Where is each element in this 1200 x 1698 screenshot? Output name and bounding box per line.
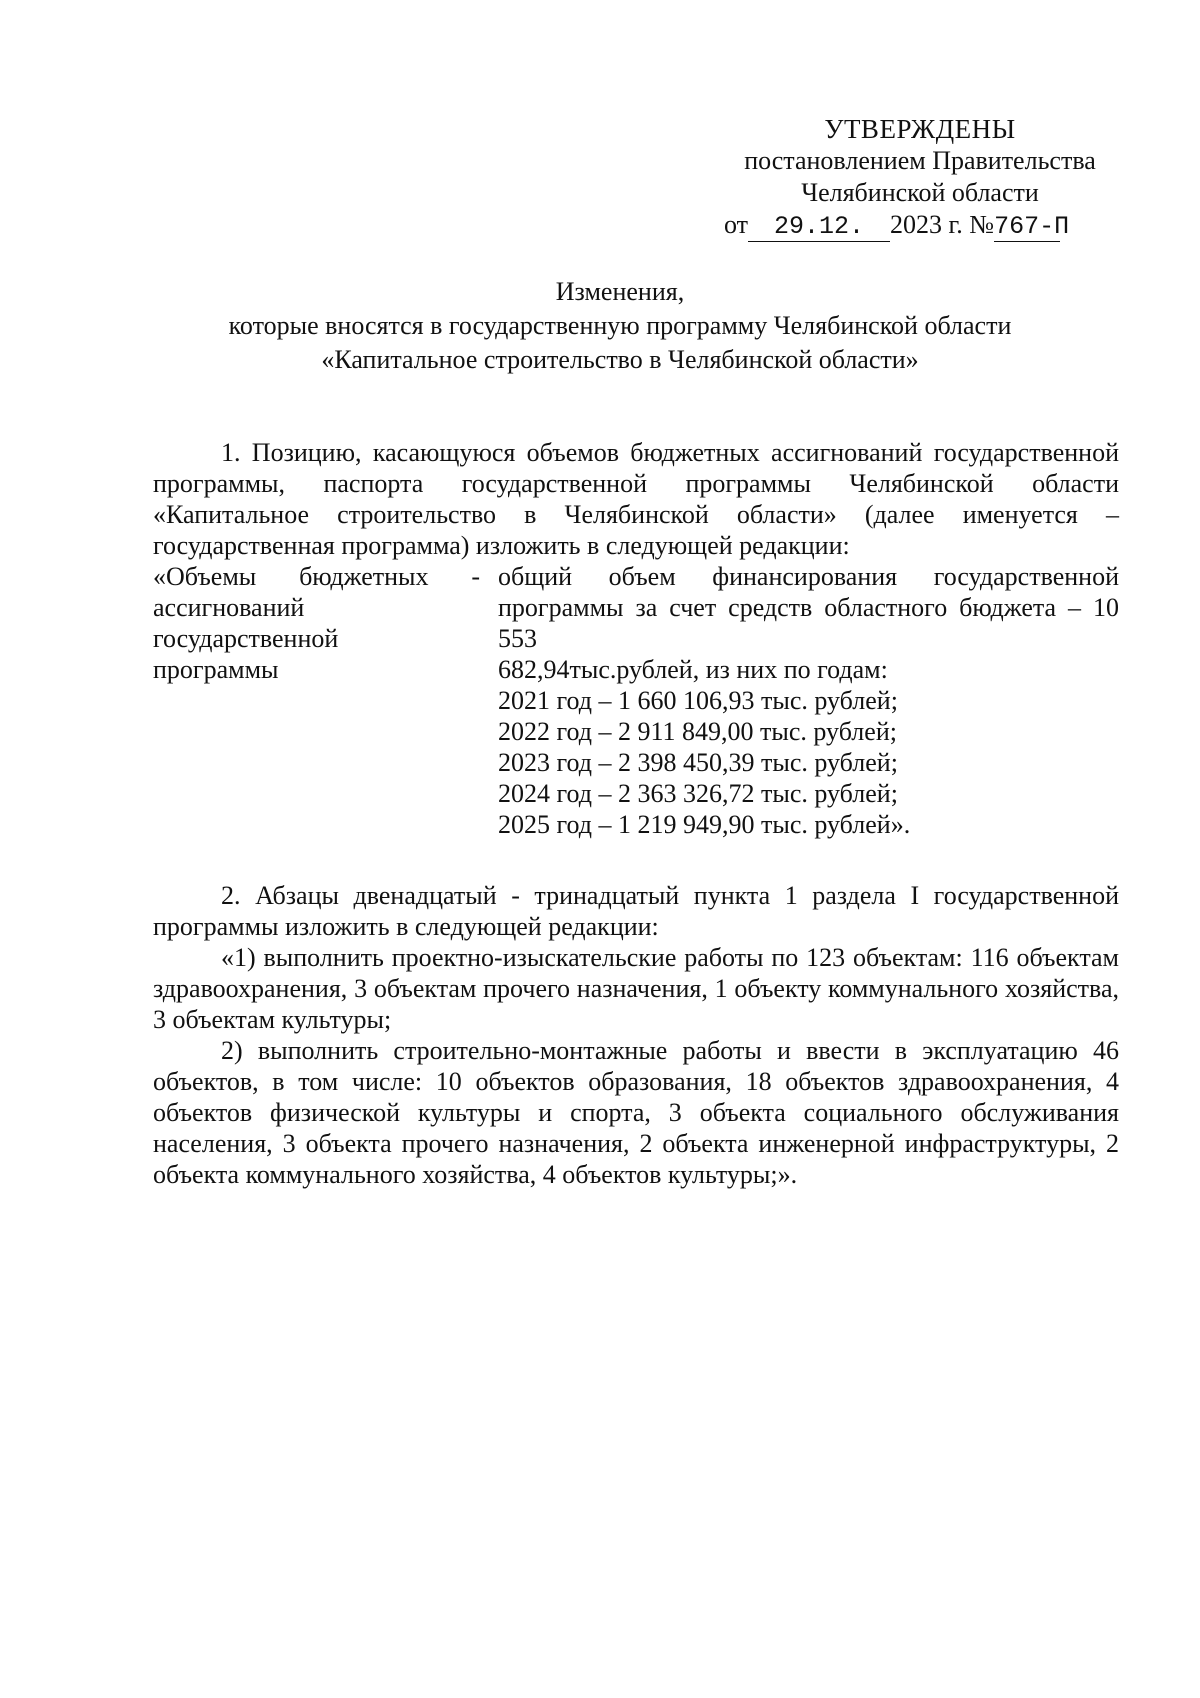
heading-line-1: Изменения, [555,277,685,306]
budget-year-2024: 2024 год – 2 363 326,72 тыс. рублей; [498,779,898,808]
budget-year-2021: 2021 год – 1 660 106,93 тыс. рублей; [498,686,898,715]
budget-label-line-3: государственной [153,624,339,653]
budget-label-word-1: «Объемы [153,562,257,591]
section-2-item-1: «1) выполнить проектно-изыскательские работы по 123 объектам: 116 объектам здравоохранения, 3 объектам прочего назначения, 1 объекту коммунального хозяйства, 3 объектам культуры; [153,943,1119,1034]
year-text: 2023 г. № [890,210,995,239]
budget-label-line-2: ассигнований [153,593,305,622]
section-2-item-2: 2) выполнить строительно-монтажные работы и ввести в эксплуатацию 46 объектов, в том числе: 10 объектов образования, 18 объектов здравоохранения, 4 объектов физической культуры и спорта, 3 объекта социального обслуживания населения, 3 объекта прочего назначения, 2 объекта инженерной инфраструктуры, 2 объекта коммунального хозяйства, 4 объектов культуры;». [153,1036,1119,1189]
document-heading [120,275,1120,377]
decree-number: 767-П [994,212,1070,241]
budget-value [498,561,1119,840]
budget-label-word-2: бюджетных [299,562,429,591]
budget-table [153,561,1119,840]
date-value: 29.12. [748,213,890,242]
approval-line-1: постановлением Правительства [744,146,1096,175]
heading-line-3: «Капитальное строительство в Челябинской области» [321,345,919,374]
budget-year-2025: 2025 год – 1 219 949,90 тыс. рублей». [498,810,911,839]
budget-label-first-line [153,561,498,592]
budget-label-dash: - [471,562,480,591]
document-body [153,437,1119,1190]
section-2 [153,880,1119,1190]
section-2-intro: 2. Абзацы двенадцатый - тринадцатый пункта 1 раздела I государственной программы изложить в следующей редакции: [153,881,1119,941]
heading-line-2: которые вносятся в государственную программу Челябинской области [228,311,1012,340]
budget-intro: общий объем финансирования государственной программы за счет средств областного бюджета – 10 553 [498,562,1119,653]
approval-date-line [724,209,1120,242]
budget-label-line-4: программы [153,655,279,684]
approval-block [720,113,1120,242]
date-prefix: от [724,210,749,239]
budget-year-2023: 2023 год – 2 398 450,39 тыс. рублей; [498,748,898,777]
budget-label [153,561,498,840]
approval-title: УТВЕРЖДЕНЫ [824,114,1016,144]
budget-total-tail: 682,94тыс.рублей, из них по годам: [498,655,888,684]
section-1-paragraph: 1. Позицию, касающуюся объемов бюджетных ассигнований государственной программы, паспорта государственной программы Челябинской области «Капитальное строительство в Челябинской области» (далее именуется – государственная программа) изложить в следующей редакции: [153,438,1119,560]
approval-line-2: Челябинской области [801,178,1039,207]
budget-year-2022: 2022 год – 2 911 849,00 тыс. рублей; [498,717,897,746]
